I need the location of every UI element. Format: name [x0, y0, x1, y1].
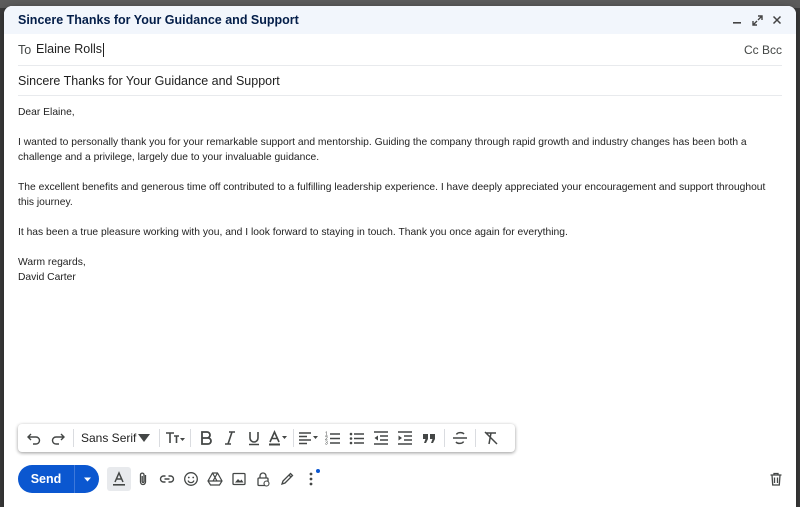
to-label: To [18, 42, 32, 57]
google-drive-icon[interactable] [203, 467, 227, 491]
chevron-down-icon [136, 430, 152, 446]
toolbar-divider [293, 429, 294, 447]
subject-row[interactable] [18, 66, 782, 96]
undo-icon[interactable] [22, 427, 46, 449]
text-color-icon[interactable] [266, 427, 290, 449]
send-button[interactable]: Send [30, 472, 62, 486]
svg-text:1: 1 [325, 431, 329, 438]
exit-fullscreen-icon[interactable] [748, 11, 766, 29]
body-paragraph-1: I wanted to personally thank you for your remarkable support and mentorship. Guiding the company through rapid growth and industry changes has been both a challenge and a privilege, largely due to your invaluable guidance. [18, 137, 747, 163]
recipient-name: Elaine Rolls [36, 42, 103, 57]
italic-icon[interactable] [218, 427, 242, 449]
compose-titlebar[interactable] [4, 6, 796, 34]
compose-window [4, 6, 796, 507]
insert-link-icon[interactable] [155, 467, 179, 491]
body-paragraph-3: It has been a true pleasure working with you, and I look forward to staying in touch. Thank you once again for everything. [18, 227, 568, 238]
remove-formatting-icon[interactable] [479, 427, 503, 449]
message-body[interactable] [18, 96, 782, 285]
toolbar-divider [444, 429, 445, 447]
numbered-list-icon[interactable] [321, 427, 345, 449]
signature-pen-icon[interactable] [275, 467, 299, 491]
text-size-icon[interactable] [163, 427, 187, 449]
align-icon[interactable] [297, 427, 321, 449]
redo-icon[interactable] [46, 427, 70, 449]
cc-bcc-link[interactable]: Cc Bcc [743, 42, 782, 57]
indent-less-icon[interactable] [369, 427, 393, 449]
bulleted-list-icon[interactable] [345, 427, 369, 449]
chevron-down-icon [83, 475, 92, 484]
close-icon[interactable] [768, 11, 786, 29]
more-options-icon[interactable] [299, 467, 323, 491]
confidential-mode-icon[interactable] [251, 467, 275, 491]
discard-draft-icon[interactable] [764, 467, 788, 491]
bold-icon[interactable] [194, 427, 218, 449]
compose-title: Sincere Thanks for Your Guidance and Support [18, 13, 299, 27]
insert-emoji-icon[interactable] [179, 467, 203, 491]
greeting: Dear Elaine, [18, 107, 75, 118]
font-family-value: Sans Serif [81, 431, 137, 445]
strikethrough-icon[interactable] [448, 427, 472, 449]
send-button-group [18, 465, 99, 493]
formatting-toolbar [18, 424, 515, 452]
quote-icon[interactable] [417, 427, 441, 449]
notification-dot [316, 469, 320, 473]
toolbar-divider [475, 429, 476, 447]
to-field-row[interactable] [18, 34, 782, 66]
insert-photo-icon[interactable] [227, 467, 251, 491]
signature: David Carter [18, 272, 76, 283]
toolbar-divider [73, 429, 74, 447]
compose-action-bar [18, 464, 788, 494]
closing: Warm regards, [18, 257, 86, 268]
minimize-icon[interactable] [728, 11, 746, 29]
svg-text:3: 3 [325, 440, 329, 446]
toolbar-divider [190, 429, 191, 447]
text-cursor [103, 43, 104, 57]
toolbar-divider [159, 429, 160, 447]
svg-text:2: 2 [325, 436, 329, 442]
to-input[interactable] [36, 42, 104, 57]
subject-input[interactable]: Sincere Thanks for Your Guidance and Support [18, 73, 280, 88]
underline-icon[interactable] [242, 427, 266, 449]
font-family-select[interactable] [77, 427, 156, 449]
body-paragraph-2: The excellent benefits and generous time off contributed to a fulfilling leadership experience. I have deeply appreciated your encouragement and support throughout this journey. [18, 182, 766, 208]
attach-file-icon[interactable] [131, 467, 155, 491]
schedule-send-dropdown[interactable] [74, 465, 99, 493]
indent-more-icon[interactable] [393, 427, 417, 449]
formatting-options-icon[interactable] [107, 467, 131, 491]
